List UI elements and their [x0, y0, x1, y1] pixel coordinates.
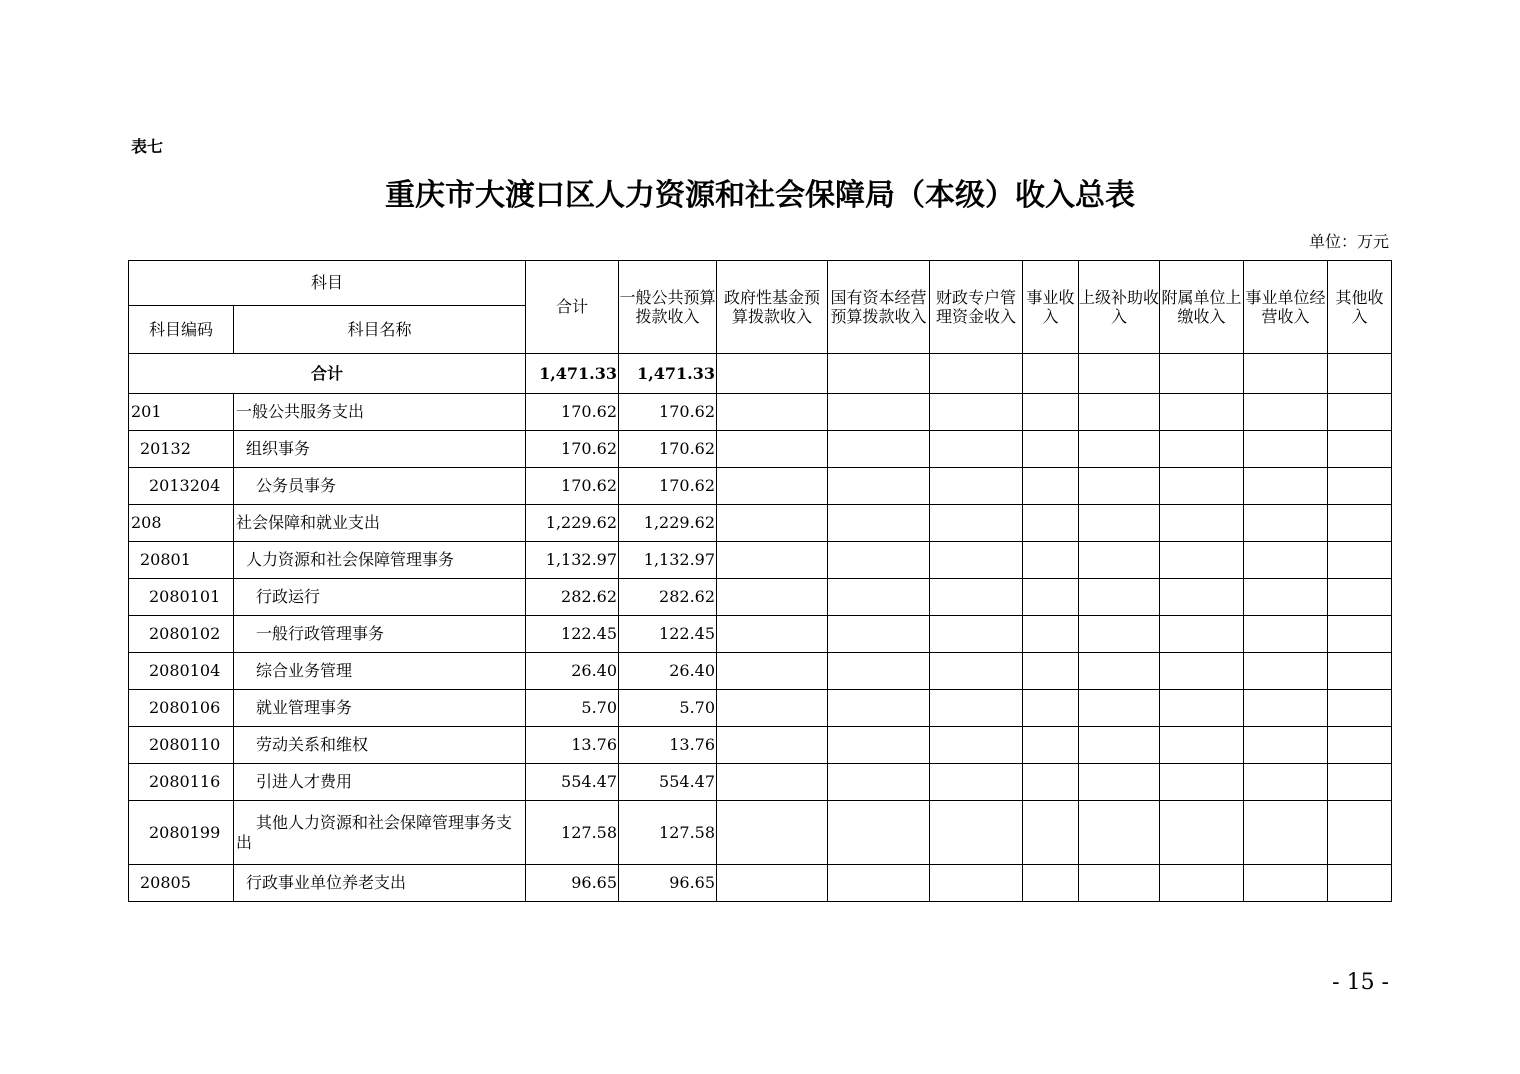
empty-cell: [930, 865, 1023, 902]
row-general-budget: 1,132.97: [619, 542, 717, 579]
subject-name: 公务员事务: [234, 468, 526, 505]
empty-cell: [1160, 394, 1244, 431]
header-special-fund: 财政专户管理资金收入: [930, 261, 1023, 354]
empty-cell: [1079, 801, 1160, 865]
empty-cell: [930, 431, 1023, 468]
empty-cell: [1023, 505, 1079, 542]
empty-cell: [1023, 865, 1079, 902]
empty-cell: [1079, 431, 1160, 468]
row-total: 122.45: [526, 616, 619, 653]
table-row: [129, 394, 1392, 431]
total-label: 合计: [129, 354, 526, 394]
empty-cell: [930, 653, 1023, 690]
empty-cell: [1023, 690, 1079, 727]
empty-cell: [930, 542, 1023, 579]
empty-cell: [717, 690, 828, 727]
row-general-budget: 554.47: [619, 764, 717, 801]
empty-cell: [828, 394, 930, 431]
row-general-budget: 26.40: [619, 653, 717, 690]
table-row: [129, 579, 1392, 616]
empty-cell: [828, 801, 930, 865]
subject-name: 社会保障和就业支出: [234, 505, 526, 542]
empty-cell: [717, 468, 828, 505]
empty-cell: [1079, 394, 1160, 431]
empty-cell: [1160, 542, 1244, 579]
empty-cell: [828, 690, 930, 727]
empty-cell: [1328, 431, 1392, 468]
header-state-capital: 国有资本经营预算拨款收入: [828, 261, 930, 354]
row-total: 170.62: [526, 394, 619, 431]
empty-cell: [1023, 579, 1079, 616]
empty-cell: [828, 579, 930, 616]
table-row: [129, 468, 1392, 505]
row-total: 282.62: [526, 579, 619, 616]
page-number: - 15 -: [1332, 970, 1389, 995]
subject-code: 2080101: [129, 579, 234, 616]
table-row: [129, 801, 1392, 865]
subject-name: 人力资源和社会保障管理事务: [234, 542, 526, 579]
table-row: [129, 505, 1392, 542]
row-total: 170.62: [526, 431, 619, 468]
subject-code: 201: [129, 394, 234, 431]
empty-cell: [1244, 690, 1328, 727]
income-table: [128, 260, 1392, 902]
empty-cell: [1244, 653, 1328, 690]
empty-cell: [828, 542, 930, 579]
row-total: 1,132.97: [526, 542, 619, 579]
empty-cell: [1160, 468, 1244, 505]
table-row: [129, 865, 1392, 902]
empty-cell: [1079, 653, 1160, 690]
empty-cell: [930, 764, 1023, 801]
empty-cell: [828, 431, 930, 468]
header-superior-subsidy: 上级补助收入: [1079, 261, 1160, 354]
subject-code: 2080116: [129, 764, 234, 801]
empty-cell: [828, 505, 930, 542]
subject-code: 2080102: [129, 616, 234, 653]
table-row: [129, 542, 1392, 579]
empty-cell: [1328, 865, 1392, 902]
subject-code: 2013204: [129, 468, 234, 505]
row-general-budget: 282.62: [619, 579, 717, 616]
row-general-budget: 1,229.62: [619, 505, 717, 542]
empty-cell: [1023, 431, 1079, 468]
empty-cell: [828, 616, 930, 653]
empty-cell: [1244, 394, 1328, 431]
empty-cell: [1244, 865, 1328, 902]
empty-cell: [1244, 468, 1328, 505]
row-total: 5.70: [526, 690, 619, 727]
empty-cell: [717, 579, 828, 616]
table-label: 表七: [131, 137, 164, 156]
empty-cell: [828, 354, 930, 394]
row-total: 127.58: [526, 801, 619, 865]
empty-cell: [930, 579, 1023, 616]
empty-cell: [1328, 394, 1392, 431]
subject-name: 一般公共服务支出: [234, 394, 526, 431]
empty-cell: [717, 542, 828, 579]
empty-cell: [1160, 505, 1244, 542]
empty-cell: [1328, 801, 1392, 865]
row-general-budget: 170.62: [619, 431, 717, 468]
row-total: 1,229.62: [526, 505, 619, 542]
subject-name: 其他人力资源和社会保障管理事务支出: [234, 801, 526, 865]
header-affiliated-payment: 附属单位上缴收入: [1160, 261, 1244, 354]
empty-cell: [930, 727, 1023, 764]
empty-cell: [717, 653, 828, 690]
header-subject-code: 科目编码: [129, 306, 234, 354]
header-general-budget: 一般公共预算拨款收入: [619, 261, 717, 354]
empty-cell: [1160, 727, 1244, 764]
total-amount: 1,471.33: [526, 354, 619, 394]
empty-cell: [1079, 505, 1160, 542]
empty-cell: [1328, 690, 1392, 727]
empty-cell: [828, 653, 930, 690]
empty-cell: [1160, 865, 1244, 902]
row-general-budget: 96.65: [619, 865, 717, 902]
subject-name: 组织事务: [234, 431, 526, 468]
header-subject: 科目: [129, 261, 526, 306]
empty-cell: [1244, 579, 1328, 616]
row-general-budget: 170.62: [619, 468, 717, 505]
empty-cell: [1023, 616, 1079, 653]
empty-cell: [717, 801, 828, 865]
empty-cell: [828, 865, 930, 902]
page-title: 重庆市大渡口区人力资源和社会保障局（本级）收入总表: [385, 178, 1135, 213]
empty-cell: [1160, 690, 1244, 727]
empty-cell: [1023, 468, 1079, 505]
empty-cell: [1023, 764, 1079, 801]
subject-name: 就业管理事务: [234, 690, 526, 727]
total-general-budget: 1,471.33: [619, 354, 717, 394]
row-general-budget: 13.76: [619, 727, 717, 764]
table-row: [129, 653, 1392, 690]
table-row: [129, 764, 1392, 801]
row-general-budget: 122.45: [619, 616, 717, 653]
empty-cell: [1079, 542, 1160, 579]
empty-cell: [717, 505, 828, 542]
empty-cell: [1328, 579, 1392, 616]
empty-cell: [1023, 354, 1079, 394]
row-total: 26.40: [526, 653, 619, 690]
empty-cell: [717, 616, 828, 653]
row-total: 554.47: [526, 764, 619, 801]
empty-cell: [828, 727, 930, 764]
row-general-budget: 170.62: [619, 394, 717, 431]
empty-cell: [1160, 764, 1244, 801]
empty-cell: [1160, 354, 1244, 394]
empty-cell: [1079, 468, 1160, 505]
empty-cell: [717, 394, 828, 431]
header-subject-name: 科目名称: [234, 306, 526, 354]
subject-name: 一般行政管理事务: [234, 616, 526, 653]
empty-cell: [1160, 579, 1244, 616]
subject-code: 2080110: [129, 727, 234, 764]
empty-cell: [717, 354, 828, 394]
row-general-budget: 127.58: [619, 801, 717, 865]
empty-cell: [1079, 865, 1160, 902]
empty-cell: [1023, 394, 1079, 431]
empty-cell: [1328, 542, 1392, 579]
empty-cell: [1023, 801, 1079, 865]
empty-cell: [1160, 616, 1244, 653]
empty-cell: [930, 690, 1023, 727]
subject-code: 2080199: [129, 801, 234, 865]
empty-cell: [1160, 801, 1244, 865]
empty-cell: [828, 468, 930, 505]
header-business-income: 事业收入: [1023, 261, 1079, 354]
empty-cell: [930, 468, 1023, 505]
empty-cell: [1328, 354, 1392, 394]
empty-cell: [1244, 616, 1328, 653]
subject-name: 劳动关系和维权: [234, 727, 526, 764]
empty-cell: [1160, 653, 1244, 690]
subject-code: 20805: [129, 865, 234, 902]
empty-cell: [1244, 727, 1328, 764]
empty-cell: [1244, 801, 1328, 865]
empty-cell: [1244, 431, 1328, 468]
subject-code: 20801: [129, 542, 234, 579]
empty-cell: [1079, 616, 1160, 653]
empty-cell: [1079, 690, 1160, 727]
empty-cell: [930, 394, 1023, 431]
header-other-income: 其他收入: [1328, 261, 1392, 354]
empty-cell: [1328, 653, 1392, 690]
empty-cell: [1244, 542, 1328, 579]
empty-cell: [717, 865, 828, 902]
empty-cell: [1079, 764, 1160, 801]
empty-cell: [1244, 764, 1328, 801]
row-general-budget: 5.70: [619, 690, 717, 727]
empty-cell: [1079, 727, 1160, 764]
subject-name: 行政事业单位养老支出: [234, 865, 526, 902]
empty-cell: [1079, 579, 1160, 616]
empty-cell: [717, 764, 828, 801]
empty-cell: [1023, 542, 1079, 579]
empty-cell: [1079, 354, 1160, 394]
empty-cell: [717, 431, 828, 468]
empty-cell: [1328, 505, 1392, 542]
empty-cell: [930, 354, 1023, 394]
header-operating-income: 事业单位经营收入: [1244, 261, 1328, 354]
empty-cell: [828, 764, 930, 801]
subject-name: 行政运行: [234, 579, 526, 616]
empty-cell: [1023, 727, 1079, 764]
subject-code: 20132: [129, 431, 234, 468]
row-total: 170.62: [526, 468, 619, 505]
table-row: [129, 690, 1392, 727]
empty-cell: [1328, 616, 1392, 653]
total-row: [129, 354, 1392, 394]
empty-cell: [1023, 653, 1079, 690]
row-total: 13.76: [526, 727, 619, 764]
empty-cell: [1328, 468, 1392, 505]
subject-code: 2080106: [129, 690, 234, 727]
unit-label: 单位：万元: [1308, 232, 1389, 251]
empty-cell: [930, 801, 1023, 865]
subject-name: 综合业务管理: [234, 653, 526, 690]
subject-code: 2080104: [129, 653, 234, 690]
empty-cell: [1160, 431, 1244, 468]
table-row: [129, 727, 1392, 764]
table-row: [129, 431, 1392, 468]
empty-cell: [930, 616, 1023, 653]
row-total: 96.65: [526, 865, 619, 902]
empty-cell: [1328, 764, 1392, 801]
header-total: 合计: [526, 261, 619, 354]
header-gov-fund: 政府性基金预算拨款收入: [717, 261, 828, 354]
subject-code: 208: [129, 505, 234, 542]
empty-cell: [717, 727, 828, 764]
subject-name: 引进人才费用: [234, 764, 526, 801]
empty-cell: [1244, 505, 1328, 542]
empty-cell: [1328, 727, 1392, 764]
table-row: [129, 616, 1392, 653]
empty-cell: [930, 505, 1023, 542]
empty-cell: [1244, 354, 1328, 394]
